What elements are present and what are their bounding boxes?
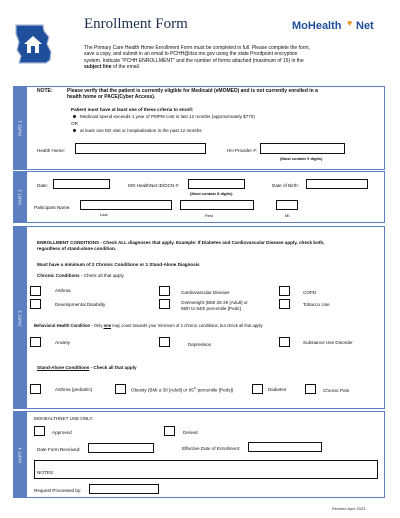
- notes-label: NOTES:: [37, 470, 55, 475]
- health-home-label: Health Home:: [37, 148, 66, 153]
- revised-date: Revised April 2023: [332, 506, 366, 511]
- note-text: Please verify that the patient is currently eligible for Medicaid (eMOMED) and is not currently enrolled in a health home or PACE(Cyber Access).: [67, 88, 318, 101]
- date-input[interactable]: [53, 179, 110, 189]
- depression-label: Depression: [188, 342, 212, 347]
- chronic-pain-checkbox[interactable]: [305, 384, 316, 394]
- dev-disability-label: Developmental Disability: [55, 302, 106, 307]
- standalone-heading: Stand-Alone Conditions - Check all that apply: [37, 365, 137, 370]
- asthma-peds-label: Asthma (pediatric): [55, 387, 93, 392]
- hh-provider-label: HH Provider #:: [227, 148, 258, 153]
- overweight-checkbox[interactable]: [159, 299, 170, 309]
- use-only-heading: MOHEALTHNET USE ONLY:: [34, 416, 94, 421]
- criteria-or: OR: [71, 121, 78, 126]
- dob-input[interactable]: [306, 179, 368, 189]
- anxiety-label: Anxiety: [55, 340, 71, 345]
- denied-label: Denied: [183, 430, 198, 435]
- part4-frame: [13, 411, 385, 498]
- cardio-label: Cardiovascular Disease: [181, 290, 230, 295]
- dcn-hint: (Must contain 8 digits): [190, 191, 233, 196]
- conditions-heading: ENROLLMENT CONDITIONS - Check ALL diagnoses that apply. Example: If Diabetes and Cardiovascular Disease apply, check both, regardless of stand-alone condition.: [37, 240, 325, 251]
- dob-label: Date of Birth:: [272, 183, 299, 188]
- brand-logo: [292, 18, 384, 40]
- chronic-heading: Chronic Conditions - Check all that apply: [37, 273, 124, 278]
- denied-checkbox[interactable]: [164, 426, 175, 436]
- participant-label: Participant Name:: [34, 205, 71, 210]
- last-caption: Last: [100, 212, 108, 217]
- diabetes-checkbox[interactable]: [252, 384, 263, 394]
- diabetes-label: Diabetes: [268, 387, 287, 392]
- intro-text: The Primary Care Health Home Enrollment Form must be completed in full. Please complete the form, save a copy, and submit in an email to PCHH@dss.mo.gov using the state Proofpoint encryption system. Indicate "PCHH ENROLLMENT" and the number of forms attached (maximum of 15) in the subject line of the email.: [84, 45, 310, 70]
- brand-heart-icon: ♥: [347, 18, 353, 28]
- depression-checkbox[interactable]: [159, 337, 170, 347]
- mi-input[interactable]: [276, 200, 298, 210]
- effective-date-label: Effective Date of Enrollment:: [182, 446, 241, 451]
- mi-caption: MI: [285, 213, 290, 218]
- obesity-checkbox[interactable]: [115, 384, 126, 394]
- tobacco-label: Tobacco Use: [303, 302, 330, 307]
- chronic-pain-label: Chronic Pain: [323, 388, 350, 393]
- hh-provider-input[interactable]: [260, 143, 345, 154]
- effective-date-input[interactable]: [248, 442, 322, 452]
- tobacco-checkbox[interactable]: [279, 299, 290, 309]
- processed-by-input[interactable]: [89, 484, 159, 494]
- cardio-checkbox[interactable]: [159, 286, 170, 296]
- copd-checkbox[interactable]: [279, 286, 290, 296]
- first-name-input[interactable]: [180, 200, 254, 210]
- obesity-label: Obesity (BMI ≥ 30 [Adult] or 95th percentile [Peds]): [131, 386, 234, 393]
- approved-checkbox[interactable]: [34, 426, 45, 436]
- note-label: NOTE:: [37, 88, 53, 94]
- dcn-input[interactable]: [188, 179, 245, 189]
- page-title: Enrollment Form: [84, 16, 188, 32]
- behavioral-heading: Behavioral Health Condition - Only one may count towards your minimum of 2 chronic conditions, but check all that apply: [34, 323, 263, 328]
- date-label: Date:: [37, 183, 48, 188]
- asthma-peds-checkbox[interactable]: [30, 384, 41, 394]
- must-have-text: Must have a minimum of 2 Chronic Conditions or 1 Stand-Alone Diagnosis: [37, 262, 200, 267]
- processed-by-label: Request Processed by:: [34, 488, 82, 493]
- anxiety-checkbox[interactable]: [30, 337, 41, 347]
- dev-disability-checkbox[interactable]: [30, 299, 41, 309]
- criteria-title: Patient must have at least one of these criteria to enroll:: [71, 107, 194, 112]
- substance-label: Substance Use Disorder: [303, 340, 353, 345]
- brand-net: Net: [356, 20, 374, 32]
- substance-checkbox[interactable]: [279, 337, 290, 347]
- dcn-label: MO HealthNet ID/DCN #:: [128, 183, 180, 188]
- part1-side: PART 1: [13, 86, 27, 170]
- brand-mo: MoHealth: [292, 20, 342, 32]
- last-name-input[interactable]: [80, 200, 172, 210]
- part4-side: PART 4: [13, 411, 27, 498]
- asthma-checkbox[interactable]: [30, 286, 41, 296]
- asthma-label: Asthma: [55, 288, 71, 293]
- part2-side: PART 2: [13, 171, 27, 223]
- criteria-1: Medicaid spend exceeds 1 year of PMPM cost in last 12 months (approximately $775): [73, 114, 255, 120]
- date-received-input[interactable]: [88, 443, 154, 453]
- copd-label: COPD: [303, 290, 317, 295]
- notes-input[interactable]: [34, 460, 378, 479]
- approved-label: Approved: [52, 430, 72, 435]
- overweight-label: Overweight (BMI 25-29 [Adult] or 85th to 94th percentile [Peds]: [181, 300, 248, 311]
- criteria-2: at least one ED visit or hospitalization in the past 12 months: [73, 128, 202, 134]
- part3-frame: [13, 226, 385, 409]
- hh-provider-hint: (Must contain 9 digits): [280, 156, 323, 161]
- first-caption: First: [205, 213, 213, 218]
- date-received-label: Date Form Received:: [37, 447, 81, 452]
- health-home-input[interactable]: [75, 143, 206, 154]
- missouri-house-icon: [13, 22, 55, 66]
- part3-side: PART 3: [13, 226, 27, 409]
- state-logo: [13, 22, 55, 66]
